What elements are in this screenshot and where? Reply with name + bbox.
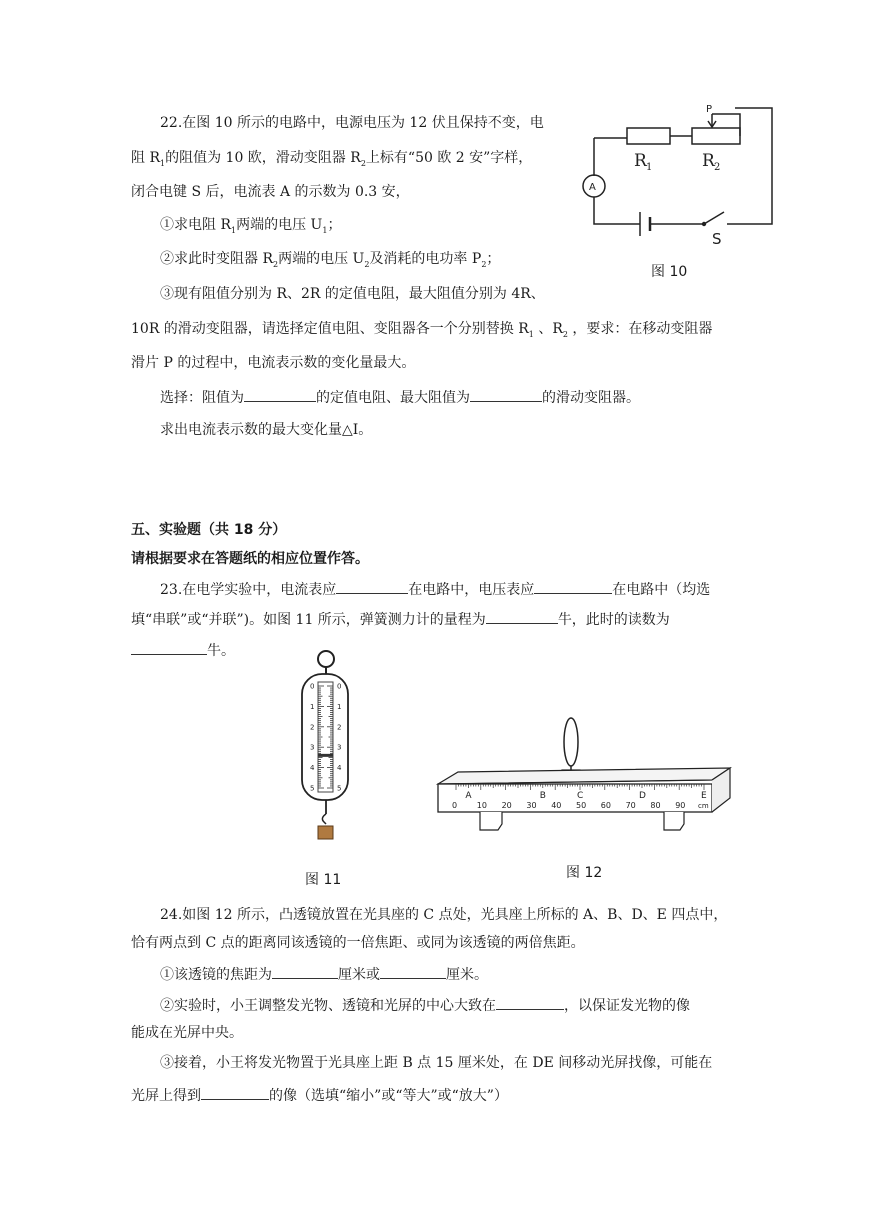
- scale-pointer: [318, 754, 333, 757]
- section-title: 五、实验题（共 18 分）: [131, 522, 287, 538]
- optical-bench: [430, 708, 732, 840]
- bench-scale-label: 0: [452, 801, 458, 810]
- answer-blank[interactable]: [534, 579, 612, 594]
- svg-text:2: 2: [714, 162, 721, 173]
- bench-point-label: A: [465, 791, 472, 801]
- slider-label: P: [706, 104, 713, 115]
- fig10-caption: 图 10: [651, 264, 688, 280]
- scale-tick-label: 1: [337, 702, 342, 711]
- q24-line-7: 光屏上得到 的像（选填“缩小”或“等大”或“放大”）: [131, 1085, 508, 1105]
- spring-scale: [296, 648, 360, 848]
- scale-tick-label: 4: [310, 764, 315, 773]
- answer-blank[interactable]: [336, 579, 408, 594]
- answer-blank[interactable]: [244, 387, 316, 402]
- q24-line-2: 恰有两点到 C 点的距离同该透镜的一倍焦距、或同为该透镜的两倍焦距。: [131, 935, 585, 951]
- scale-tick-label: 5: [310, 784, 315, 793]
- answer-blank[interactable]: [486, 609, 558, 624]
- q22-line-6: ③现有阻值分别为 R、2R 的定值电阻，最大阻值分别为 4R、: [160, 286, 545, 302]
- section-instruction: 请根据要求在答题纸的相应位置作答。: [131, 551, 369, 567]
- scale-tick-label: 5: [337, 784, 342, 793]
- bench-scale-label: 50: [576, 801, 587, 810]
- q22-line-7: 10R 的滑动变阻器，请选择定值电阻、变阻器各一个分别替换 $R_1$ 、$R_2$ ，要求：在移动变阻器: [131, 321, 713, 339]
- svg-text:1: 1: [646, 162, 653, 173]
- q23-line-2: 填“串联”或“并联”)。如图 11 所示，弹簧测力计的量程为 牛，此时的读数为: [131, 609, 670, 629]
- fig12-caption: 图 12: [566, 865, 603, 881]
- scale-tick-label: 0: [337, 682, 342, 691]
- bench-scale-label: 80: [650, 801, 661, 810]
- scale-tick-label: 3: [337, 743, 342, 752]
- q24-line-6: ③接着，小王将发光物置于光具座上距 B 点 15 厘米处，在 DE 间移动光屏找像，可能在: [160, 1055, 713, 1071]
- r2-label: R: [702, 151, 715, 171]
- q24-line-3: ①该透镜的焦距为 厘米或 厘米。: [160, 964, 488, 984]
- scale-tick-label: 2: [310, 723, 315, 732]
- q22-line-10: 求出电流表示数的最大变化量△I。: [160, 422, 373, 438]
- bench-scale-label: 90: [675, 801, 686, 810]
- unit-label: cm: [698, 802, 709, 810]
- bench-point-label: B: [539, 791, 546, 801]
- bench-point-label: C: [577, 791, 584, 801]
- bench-scale-label: 60: [600, 801, 611, 810]
- answer-blank[interactable]: [380, 964, 446, 979]
- bench-point-label: D: [639, 791, 646, 801]
- answer-blank[interactable]: [470, 387, 542, 402]
- q24-line-1: 24.如图 12 所示，凸透镜放置在光具座的 C 点处，光具座上所标的 A、B、D、E 四点中，: [160, 907, 728, 923]
- circuit-diagram: [572, 100, 782, 260]
- bench-scale-label: 40: [551, 801, 562, 810]
- scale-tick-label: 1: [310, 702, 315, 711]
- q22-line-2: 阻 $R_1$的阻值为 10 欧，滑动变阻器 $R_2$上标有“50 欧 2 安”字样，: [131, 150, 533, 168]
- q23-line-1: 23.在电学实验中，电流表应 在电路中，电压表应 在电路中（均选: [160, 579, 710, 599]
- weight-block: [318, 826, 333, 839]
- q22-line-8: 滑片 P 的过程中，电流表示数的变化量最大。: [131, 355, 416, 371]
- bench-point-label: E: [701, 791, 707, 801]
- q22-line-1: 22.在图 10 所示的电路中，电源电压为 12 伏且保持不变，电: [160, 115, 544, 131]
- q22-line-3: 闭合电键 S 后，电流表 A 的示数为 0.3 安，: [131, 184, 410, 200]
- scale-tick-label: 2: [337, 723, 342, 732]
- bench-scale-label: 30: [526, 801, 537, 810]
- scale-tick-label: 0: [310, 682, 315, 691]
- answer-blank[interactable]: [496, 995, 564, 1010]
- answer-blank[interactable]: [201, 1085, 269, 1100]
- bench-scale-label: 10: [476, 801, 487, 810]
- fig11-caption: 图 11: [305, 872, 342, 888]
- scale-tick-label: 4: [337, 764, 342, 773]
- bench-scale-label: 70: [625, 801, 636, 810]
- ammeter-label: A: [589, 182, 596, 193]
- q24-line-4: ②实验时，小王调整发光物、透镜和光屏的中心大致在 ，以保证发光物的像: [160, 995, 690, 1015]
- bench-scale-label: 20: [501, 801, 512, 810]
- answer-blank[interactable]: [272, 964, 338, 979]
- r1-label: R: [634, 151, 647, 171]
- q22-line-5: ②求此时变阻器 $R_2$两端的电压 $U_2$及消耗的电功率 $P_2$；: [160, 251, 501, 269]
- q22-line-4: ①求电阻 $R_1$两端的电压 $U_1$；: [160, 217, 342, 235]
- switch-label: S: [712, 230, 722, 248]
- q24-line-5: 能成在光屏中央。: [131, 1025, 243, 1041]
- answer-blank[interactable]: [131, 640, 207, 655]
- q22-line-9: 选择：阻值为 的定值电阻、最大阻值为 的滑动变阻器。: [160, 387, 640, 407]
- scale-tick-label: 3: [310, 743, 315, 752]
- q23-line-3: 牛。: [131, 640, 235, 660]
